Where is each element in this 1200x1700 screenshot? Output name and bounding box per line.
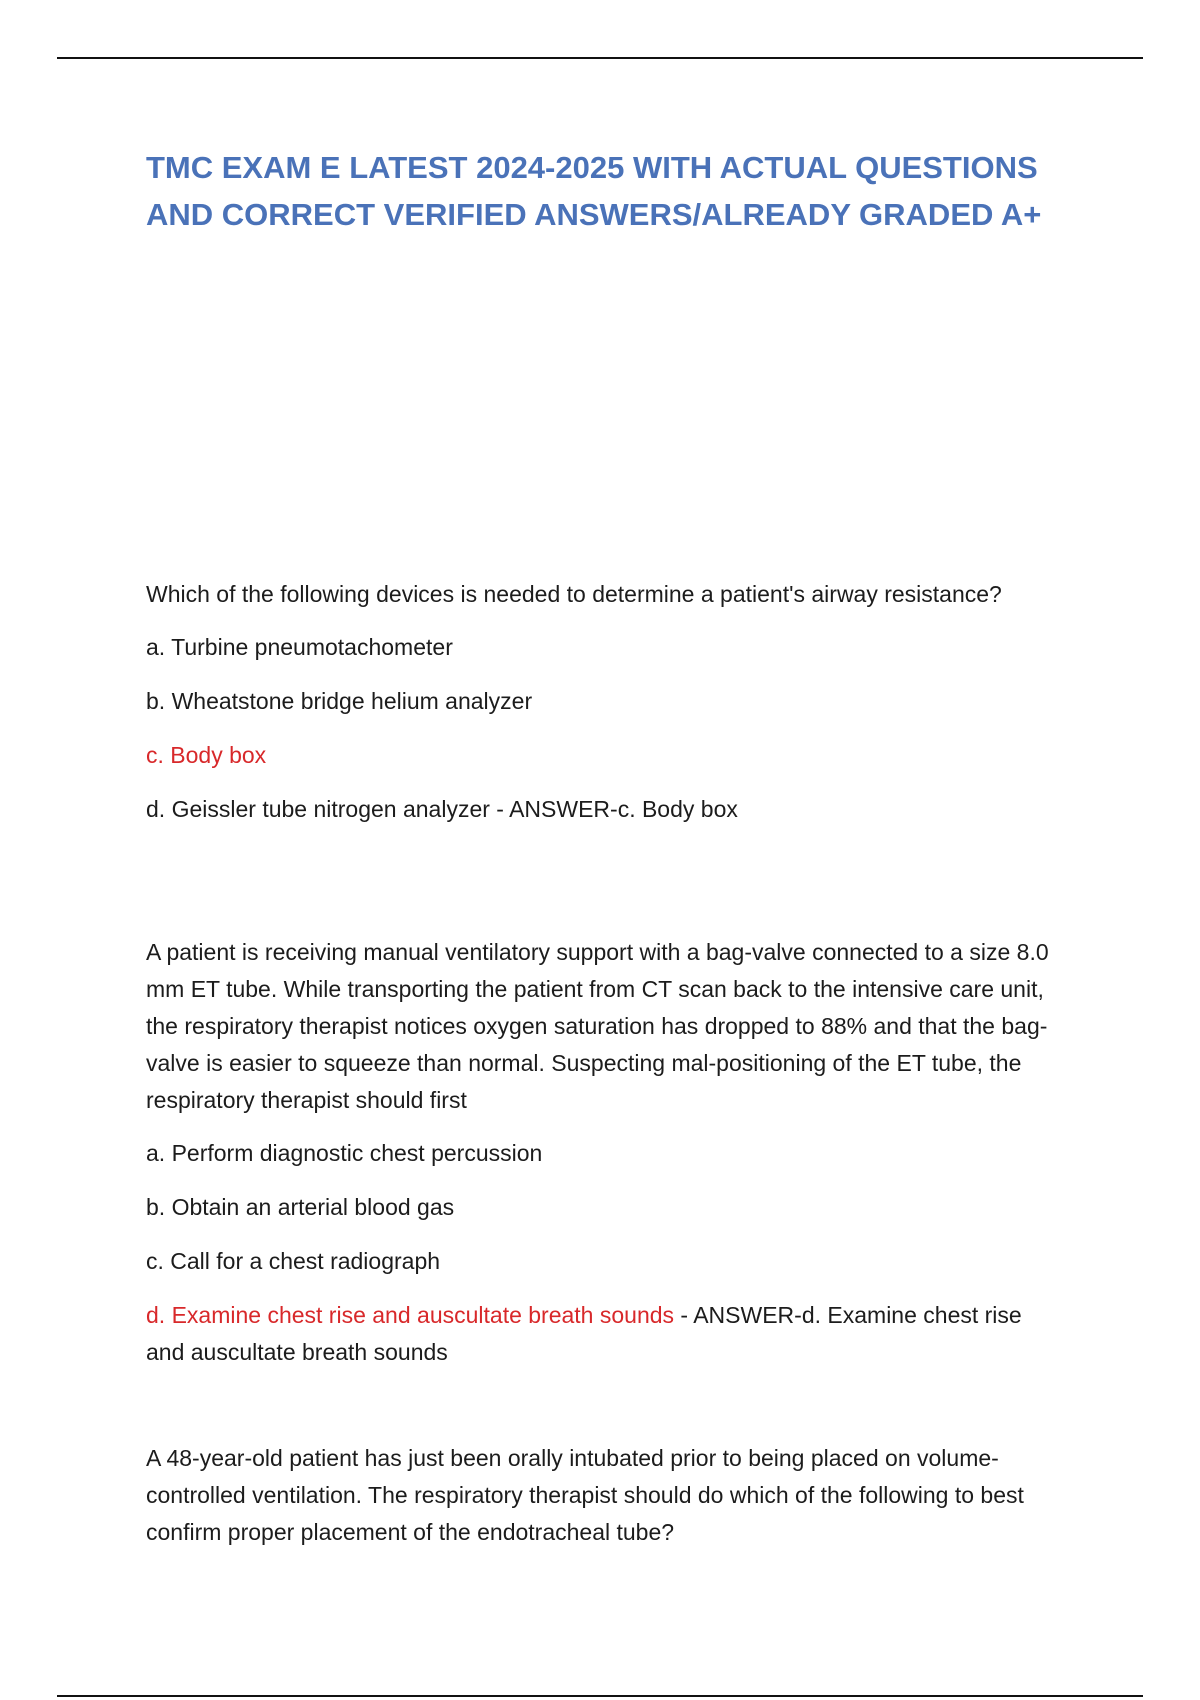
option-d-with-answer: d. Geissler tube nitrogen analyzer - ANSWER-c. Body box <box>146 796 738 822</box>
document-title: TMC EXAM E LATEST 2024-2025 WITH ACTUAL QUESTIONS AND CORRECT VERIFIED ANSWERS/ALREADY GRADED A+ <box>146 150 1042 232</box>
bottom-divider <box>57 1695 1143 1697</box>
option-c-correct: c. Body box <box>146 742 267 768</box>
option-d-with-answer <box>146 1297 1066 1371</box>
answer-key: - ANSWER-d. Examine chest rise and auscultate breath sounds <box>146 1302 1022 1365</box>
question-text: A patient is receiving manual ventilatory support with a bag-valve connected to a size 8.0 mm ET tube. While transporting the patient from CT scan back to the intensive care unit, the respiratory therapist notices oxygen saturation has dropped to 88% and that the bag-valve is easier to squeeze than normal. Suspecting mal-positioning of the ET tube, the respiratory therapist should first <box>146 939 1049 1113</box>
top-divider <box>57 57 1143 59</box>
correct-option-highlight: d. Examine chest rise and auscultate breath sounds <box>146 1302 675 1328</box>
question-text: A 48-year-old patient has just been orally intubated prior to being placed on volume-controlled ventilation. The respiratory therapist should do which of the following to best confirm proper placement of the endotracheal tube? <box>146 1445 1024 1545</box>
option-b: b. Wheatstone bridge helium analyzer <box>146 688 533 714</box>
question-3 <box>146 1440 1066 1567</box>
question-text: Which of the following devices is needed to determine a patient's airway resistance? <box>146 581 1002 607</box>
option-a: a. Turbine pneumotachometer <box>146 634 453 660</box>
option-b: b. Obtain an arterial blood gas <box>146 1194 455 1220</box>
question-1 <box>146 576 1066 845</box>
option-c: c. Call for a chest radiograph <box>146 1248 441 1274</box>
question-2 <box>146 934 1066 1388</box>
option-a: a. Perform diagnostic chest percussion <box>146 1140 543 1166</box>
